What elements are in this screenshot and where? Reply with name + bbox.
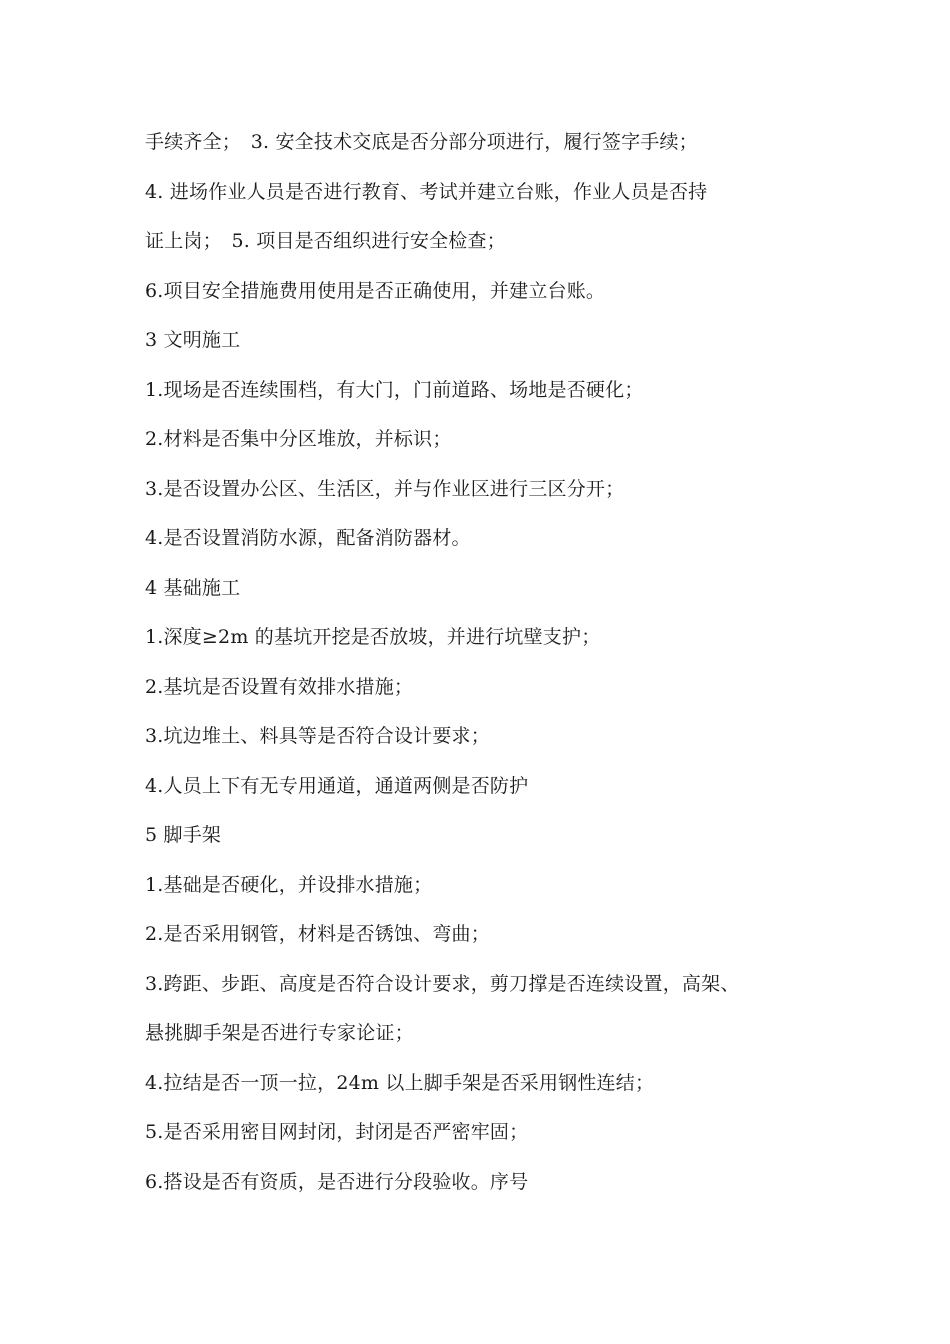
text-line: 4.人员上下有无专用通道，通道两侧是否防护: [145, 774, 529, 797]
text-line: 3.坑边堆土、料具等是否符合设计要求；: [145, 725, 490, 747]
text-line: 1.现场是否连续围档，有大门，门前道路、场地是否硬化；: [145, 378, 644, 401]
text-line: 2.基坑是否设置有效排水措施；: [145, 675, 414, 698]
text-line: 3.跨距、步距、高度是否符合设计要求，剪刀撑是否连续设置，高架、: [145, 972, 740, 995]
text-line: 4.拉结是否一顶一拉，24m 以上脚手架是否采用钢性连结；: [145, 1071, 655, 1094]
text-line: 悬挑脚手架是否进行专家论证；: [145, 1022, 414, 1044]
section-heading: 3 文明施工: [145, 329, 241, 351]
text-line: 4.是否设置消防水源，配备消防器材。: [145, 527, 471, 549]
text-line: 1.基础是否硬化，并设排水措施；: [145, 873, 433, 896]
text-line: 5.是否采用密目网封闭，封闭是否严密牢固；: [145, 1121, 529, 1143]
text-line: 2.是否采用钢管，材料是否锈蚀、弯曲；: [145, 923, 490, 945]
section-heading: 4 基础施工: [145, 576, 241, 599]
text-line: 3.是否设置办公区、生活区，并与作业区进行三区分开；: [145, 477, 625, 500]
text-line: 2.材料是否集中分区堆放，并标识；: [145, 428, 452, 450]
text-line: 证上岗； 5. 项目是否组织进行安全检查；: [145, 230, 506, 252]
text-line: 4. 进场作业人员是否进行教育、考试并建立台账，作业人员是否持: [145, 180, 708, 203]
text-line: 6.项目安全措施费用使用是否正确使用，并建立台账。: [145, 279, 606, 302]
text-line: 6.搭设是否有资质，是否进行分段验收。序号: [145, 1170, 529, 1193]
text-line: 1.深度≥2m 的基坑开挖是否放坡，并进行坑壁支护；: [145, 626, 601, 648]
text-line: 手续齐全； 3. 安全技术交底是否分部分项进行，履行签字手续；: [145, 131, 698, 153]
document-body: [145, 118, 825, 1207]
section-heading: 5 脚手架: [145, 824, 222, 846]
